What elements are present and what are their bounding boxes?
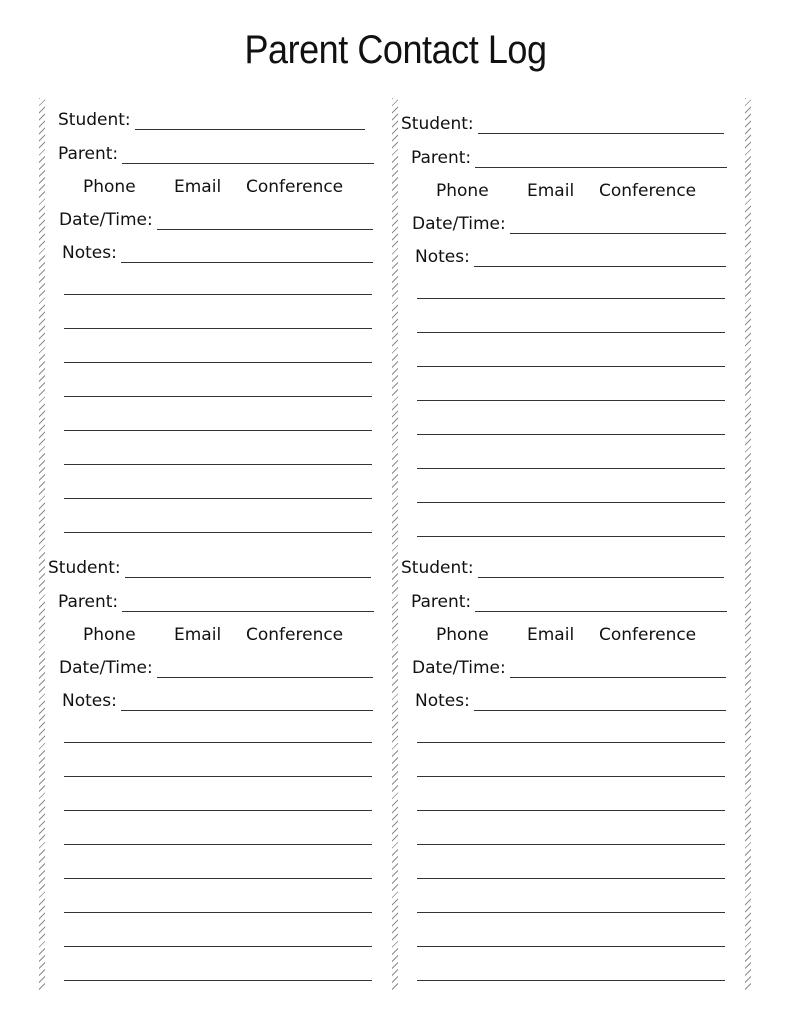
notes-line[interactable] bbox=[64, 844, 372, 845]
student-label: Student: bbox=[401, 114, 474, 134]
notes-line[interactable] bbox=[64, 328, 372, 329]
student-field[interactable] bbox=[125, 562, 371, 578]
notes-line[interactable] bbox=[64, 980, 372, 981]
student-label: Student: bbox=[58, 110, 131, 130]
parent-row bbox=[411, 146, 727, 168]
parent-field[interactable] bbox=[122, 148, 374, 164]
notes-line[interactable] bbox=[417, 468, 725, 469]
parent-row bbox=[58, 590, 374, 612]
notes-label: Notes: bbox=[415, 691, 470, 711]
notes-line[interactable] bbox=[417, 810, 725, 811]
contact-method-phone[interactable]: Phone bbox=[83, 625, 136, 645]
contact-method-conference[interactable]: Conference bbox=[599, 181, 697, 201]
notes-field[interactable] bbox=[121, 247, 373, 263]
datetime-label: Date/Time: bbox=[412, 658, 506, 678]
notes-line[interactable] bbox=[417, 776, 725, 777]
notes-line[interactable] bbox=[64, 498, 372, 499]
notes-line[interactable] bbox=[417, 332, 725, 333]
contact-entry-card bbox=[401, 556, 741, 996]
datetime-row bbox=[412, 656, 726, 678]
notes-line[interactable] bbox=[64, 912, 372, 913]
contact-method-phone[interactable]: Phone bbox=[436, 625, 489, 645]
datetime-label: Date/Time: bbox=[59, 210, 153, 230]
datetime-field[interactable] bbox=[510, 218, 726, 234]
datetime-row bbox=[412, 212, 726, 234]
notes-line[interactable] bbox=[64, 532, 372, 533]
notes-label: Notes: bbox=[62, 691, 117, 711]
notes-field[interactable] bbox=[474, 695, 726, 711]
contact-method-email[interactable]: Email bbox=[527, 625, 575, 645]
dashed-divider-left bbox=[39, 98, 45, 990]
page-title: Parent Contact Log bbox=[244, 28, 547, 72]
parent-field[interactable] bbox=[475, 596, 727, 612]
dashed-divider-center bbox=[392, 98, 398, 990]
notes-line[interactable] bbox=[417, 536, 725, 537]
parent-label: Parent: bbox=[411, 148, 472, 168]
notes-row bbox=[62, 241, 373, 263]
notes-line[interactable] bbox=[64, 946, 372, 947]
notes-line[interactable] bbox=[64, 362, 372, 363]
student-row bbox=[401, 556, 724, 578]
parent-row bbox=[411, 590, 727, 612]
contact-method-conference[interactable]: Conference bbox=[246, 177, 344, 197]
notes-line[interactable] bbox=[417, 400, 725, 401]
parent-label: Parent: bbox=[58, 144, 119, 164]
notes-row bbox=[62, 689, 373, 711]
student-row bbox=[58, 108, 365, 130]
datetime-row bbox=[59, 208, 373, 230]
notes-line[interactable] bbox=[417, 502, 725, 503]
dashed-divider-right bbox=[745, 98, 751, 990]
notes-row bbox=[415, 689, 726, 711]
notes-label: Notes: bbox=[415, 247, 470, 267]
notes-line[interactable] bbox=[417, 366, 725, 367]
notes-line[interactable] bbox=[64, 464, 372, 465]
contact-method-email[interactable]: Email bbox=[174, 177, 222, 197]
contact-method-conference[interactable]: Conference bbox=[246, 625, 344, 645]
datetime-field[interactable] bbox=[157, 214, 373, 230]
contact-method-phone[interactable]: Phone bbox=[83, 177, 136, 197]
notes-line[interactable] bbox=[417, 980, 725, 981]
notes-label: Notes: bbox=[62, 243, 117, 263]
notes-line[interactable] bbox=[64, 396, 372, 397]
contact-method-conference[interactable]: Conference bbox=[599, 625, 697, 645]
datetime-row bbox=[59, 656, 373, 678]
notes-line[interactable] bbox=[417, 912, 725, 913]
parent-row bbox=[58, 142, 374, 164]
notes-field[interactable] bbox=[121, 695, 373, 711]
contact-method-email[interactable]: Email bbox=[527, 181, 575, 201]
notes-line[interactable] bbox=[64, 742, 372, 743]
student-label: Student: bbox=[401, 558, 474, 578]
notes-line[interactable] bbox=[64, 294, 372, 295]
datetime-label: Date/Time: bbox=[412, 214, 506, 234]
student-field[interactable] bbox=[478, 562, 724, 578]
contact-entry-card bbox=[401, 112, 741, 552]
student-label: Student: bbox=[48, 558, 121, 578]
parent-label: Parent: bbox=[411, 592, 472, 612]
notes-line[interactable] bbox=[64, 776, 372, 777]
parent-label: Parent: bbox=[58, 592, 119, 612]
notes-line[interactable] bbox=[417, 742, 725, 743]
student-field[interactable] bbox=[478, 118, 724, 134]
notes-field[interactable] bbox=[474, 251, 726, 267]
notes-line[interactable] bbox=[417, 844, 725, 845]
student-row bbox=[401, 112, 724, 134]
parent-field[interactable] bbox=[122, 596, 374, 612]
notes-line[interactable] bbox=[64, 430, 372, 431]
contact-method-email[interactable]: Email bbox=[174, 625, 222, 645]
contact-method-phone[interactable]: Phone bbox=[436, 181, 489, 201]
student-field[interactable] bbox=[135, 114, 365, 130]
datetime-field[interactable] bbox=[157, 662, 373, 678]
student-row bbox=[48, 556, 371, 578]
notes-line[interactable] bbox=[64, 878, 372, 879]
parent-field[interactable] bbox=[475, 152, 727, 168]
datetime-field[interactable] bbox=[510, 662, 726, 678]
contact-entry-card bbox=[48, 108, 388, 548]
notes-line[interactable] bbox=[64, 810, 372, 811]
notes-line[interactable] bbox=[417, 298, 725, 299]
notes-line[interactable] bbox=[417, 434, 725, 435]
notes-line[interactable] bbox=[417, 878, 725, 879]
notes-line[interactable] bbox=[417, 946, 725, 947]
contact-entry-card bbox=[48, 556, 388, 996]
datetime-label: Date/Time: bbox=[59, 658, 153, 678]
notes-row bbox=[415, 245, 726, 267]
